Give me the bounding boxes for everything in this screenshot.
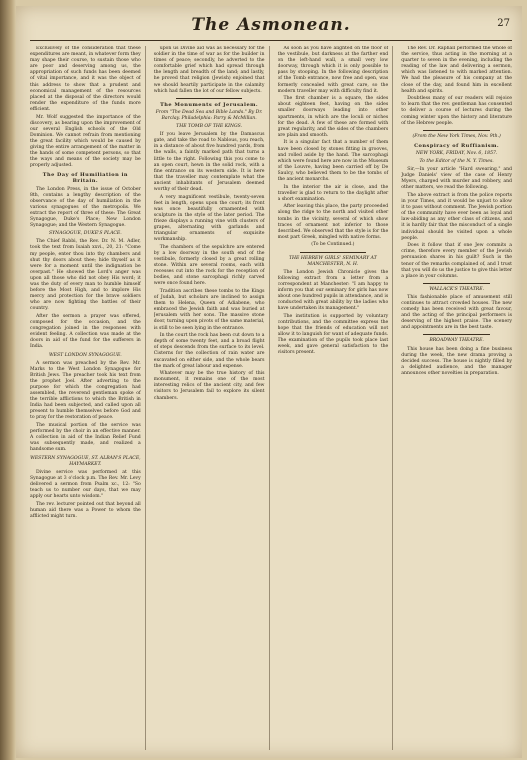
article-heading: Conspiracy of Ruffianism. xyxy=(414,142,500,149)
paragraph: The above extract is from the police reports in your Times, and it would be unjust to allow it to pass without comment. The Jewish portion of the community have ever been as loyal and law-abiding as any other class of citizens, and it is hardly fair that the misconduct of a single individual should be visited upon a whole people. xyxy=(401,192,512,241)
text-column-4 xyxy=(401,46,512,750)
page-number: 27 xyxy=(497,18,510,29)
article-subheading: From "The Dead Sea and Bible Lands." By Dr. Barclay. Philadelphia: Parry & McMillan. xyxy=(155,109,263,121)
article-subheading: BROADWAY THEATRE. xyxy=(429,338,484,344)
paragraph: Whatever may be the true history of this monument, it remains one of the most interesting relics of the ancient city, and few visitors to Jerusalem fail to explore its silent chambers. xyxy=(153,371,265,401)
paragraph: A very magnificent vestibule, twenty-seven feet in length, opens upon the court; its front was once beautifully ornamented with sculpture in the style of the later period. The frieze displays a running vine with clusters of grapes, alternating with garlands and triangular ornaments of exquisite workmanship. xyxy=(153,194,265,243)
paragraph: The first chamber is a square, the sides about eighteen feet, having on the sides smaller doorways leading into other apartments, in which are the loculi or niches for the dead. A few of these are formed with great regularity, and the sides of the chambers are plain and smooth. xyxy=(277,96,389,138)
paragraph: Doubtless many of our readers will rejoice to learn that the rev. gentleman has consented to deliver a course of lectures during the coming winter upon the history and literature of the Hebrew people. xyxy=(401,96,512,126)
article-subheading: NEW YORK, FRIDAY, Nov. 6, 1857. xyxy=(415,150,498,156)
paragraph: (To be Continued.) xyxy=(311,242,355,248)
paragraph: The institution is supported by voluntary contributions, and the committee express the hope that the friends of education will not allow it to languish for want of adequate funds. The examination of the pupils took place last week, and gave general satisfaction to the visitors present. xyxy=(277,313,389,356)
article-subheading: (From the New York Times, Nov. 9th.) xyxy=(412,133,501,139)
paragraph: This fashionable place of amusement still continues to attract crowded houses. The new comedy has been received with great favour, and the acting of the principal performers is deserving of the highest praise. The scenery and appointments are in the best taste. xyxy=(401,294,512,331)
paragraph: The chambers of the sepulchre are entered by a low doorway in the south end of the vestibule, formerly closed by a great rolling stone. Within are several rooms, each with recesses cut into the rock for the reception of bodies, and stone sarcophagi richly carved were once found here. xyxy=(153,244,265,287)
article-subheading: THE HEBREW GIRLS' SEMINARY AT MANCHESTER, N. H. xyxy=(288,255,377,267)
paragraph: Divine service was performed at this Synagogue at 3 o'clock p.m. The Rev. Mr. Levy delivered a sermon from Psalm xc., 12: "So teach us to number our days, that we may apply our hearts unto wisdom." xyxy=(30,469,141,500)
section-divider xyxy=(423,334,489,335)
paragraph: Sir,—In your article "Hard swearing," and Judge Daniels' view of the case of Henry Myers, charged with murder and robbery, and other matters, we read the following. xyxy=(401,167,512,191)
article-columns xyxy=(30,46,512,750)
section-divider xyxy=(423,283,489,284)
paragraph: After leaving this place, the party proceeded along the ridge to the north and visited other tombs in the vicinity, several of which show traces of ornament not inferior to those described. We observed that the style is for the most part Greek, mingled with native forms. xyxy=(277,204,389,240)
paragraph: The musical portion of the service was performed by the choir in an effective manner. A collection in aid of the Indian Relief Fund was subsequently made, and realized a handsome sum. xyxy=(30,423,141,453)
section-divider xyxy=(300,252,366,253)
newspaper-page xyxy=(16,6,522,758)
paragraph: upon us Divine aid was as necessary for the soldier in the time of war as for the builder in times of peace; secondly, he adverted to the comfortable grief which had spread through the length and breadth of the land; and lastly, he proved that religion (Jewish) enjoined that we should heartily participate in the calamity which had fallen the lot of our fellow subjects. xyxy=(153,46,265,94)
paragraph: Mr. Wolf suggested the importance of the discovery, as bearing upon the improvement of our several English schools of the Old Dominion. We cannot refrain from mentioning the great facility which would be caused by giving the entire arrangement of the matter in the hands of some competent persons, so that the ways and means of the society may be properly adjusted. xyxy=(30,114,141,169)
paragraph: The London Press, in the issue of October 8th, contains a lengthy description of the observance of the day of humiliation in the various synagogues of the metropolis. We extract the report of three of these: The Great Synagogue, Duke's Place; New London Synagogue; and the Western Synagogue. xyxy=(30,186,141,229)
paragraph: Tradition ascribes these tombs to the Kings of Judah, but scholars are inclined to assign them to Helena, Queen of Adiabene, who embraced the Jewish faith and was buried at Jerusalem with her sons. The massive stone door, turning upon pivots of the same material, is still to be seen lying in the entrance. xyxy=(153,288,265,331)
paragraph: A sermon was preached by the Rev. Mr. Marks to the West London Synagogue for British Jews. The preacher took his text from the prophet Joel. After adverting to the purpose for which the congregation had assembled, the reverend gentleman spoke of the terrible afflictions to which the British in India had been subjected, and called upon all present to humble themselves before God and to pray for the restoration of peace. xyxy=(30,360,141,421)
book-spine-shadow xyxy=(0,0,16,760)
article-subheading: SYNAGOGUE, DUKE'S PLACE. xyxy=(48,231,122,237)
article-subheading: WESTERN SYNAGOGUE, ST. ALBAN'S PLACE, HAYMARKET. xyxy=(30,455,141,467)
paragraph: The Rev. Dr. Raphall performed the whole of the service, thus acting in the morning at a quarter to seven in the evening, including the reading of the law and delivering a sermon, which was listened to with marked attention. We had the pleasure of his company at the close of the day, and found him in excellent health and spirits. xyxy=(401,46,512,94)
masthead xyxy=(30,12,512,41)
paragraph: This house has been doing a fine business during the week, the new drama proving a decided success. The house is nightly filled by a delighted audience, and the manager announces other novelties in preparation. xyxy=(401,346,512,376)
text-column-2 xyxy=(154,46,270,750)
newspaper-title: The Asmonean. xyxy=(191,15,351,35)
paragraph: The London Jewish Chronicle gives the following extract from a letter from a correspondent at Manchester: "I am happy to inform you that our seminary for girls has now about one hundred pupils in attendance, and is conducted with great ability by the ladies who have undertaken its management." xyxy=(277,269,389,312)
paragraph: In the court the rock has been cut down to a depth of some twenty feet, and a broad flight of steps descends from the surface to its level. Cisterns for the collection of rain water are excavated on either side, and the whole bears the mark of great labour and expense. xyxy=(153,333,265,369)
paragraph: Does it follow that if one Jew commits a crime, therefore every member of the Jewish persuasion shares in his guilt? Such is the tenor of the remarks complained of, and I trust that you will do us the justice to give this letter a place in your columns. xyxy=(401,243,512,279)
paragraph: As soon as you have alighted on the floor of the vestibule, but darkness at the farther end on the left-hand wall, a small very low doorway, through which it is only possible to pass by stooping. In the following description of the Tomb entrance, now free and open, was formerly concealed with great care, so the modern traveller may with difficulty find it. xyxy=(277,46,389,94)
article-subheading: THE TOMB OF THE KINGS. xyxy=(176,124,243,130)
paragraph: In the interior the air is close, and the traveller is glad to return to the daylight after a short examination. xyxy=(277,184,389,202)
text-column-3 xyxy=(278,46,394,750)
article-subheading: WALLACK'S THEATRE. xyxy=(429,286,485,292)
paragraph: Exclusively of the consideration that these expenditures are meant, in whatever form they may shape their course, to sustain those who are poor and deserving among us, the appropriation of such funds has been deemed of vital importance, and it was the object of this address to show that a prudent and economical management of the resources placed at the disposal of the directors would render the expenditure of the funds more efficient. xyxy=(30,46,141,112)
article-heading: The Monuments of Jerusalem. xyxy=(160,101,259,108)
paragraph: After the sermon a prayer was offered, composed for the occasion, and the congregation joined in the responses with evident feeling. A collection was made at the doors in aid of the fund for the sufferers in India. xyxy=(30,313,141,350)
paragraph: The Chief Rabbi, the Rev. Dr. N. M. Adler, took the text from Isaiah xxvi., 20, 21: "Come my people, enter thou into thy chambers and shut thy doors about thee; hide thyself as it were for a moment until the indignation be overpast." He showed the Lord's anger was upon all those who did not obey His word; it was the duty of every man to humble himself before the Most High, and to implore His mercy and protection for the brave soldiers who are now fighting the battles of their country. xyxy=(30,239,141,312)
article-subheading: To the Editor of the N. Y. Times. xyxy=(419,159,494,164)
paragraph: It is a singular fact that a number of them have been closed by stones fitting in grooves, and rolled aside by the hand. The sarcophagi which were found here are now in the Museum of the Louvre, having been carried off by De Saulcy, who believed them to be the tombs of the ancient monarchs. xyxy=(277,140,389,182)
paragraph: If you leave Jerusalem by the Damascus gate, and take the road to Nablous, you reach, in a distance of about five hundred yards, from the walls, a faintly marked path that turns a little to the right. Following this you come to an open court, hewn in the solid rock, with a fine entrance on its western side. It is here that the traveller may contemplate what the ancient inhabitants of Jerusalem deemed worthy of their dead. xyxy=(153,132,265,192)
section-divider xyxy=(176,98,242,99)
article-subheading: WEST LONDON SYNAGOGUE. xyxy=(48,352,122,358)
section-divider xyxy=(423,130,489,131)
text-column-1 xyxy=(30,46,146,750)
paragraph: The rev. lecturer pointed out that beyond all human aid there was a Power to whom the afflicted might turn. xyxy=(30,501,141,519)
article-heading: The Day of Humiliation in Britain. xyxy=(42,172,129,185)
